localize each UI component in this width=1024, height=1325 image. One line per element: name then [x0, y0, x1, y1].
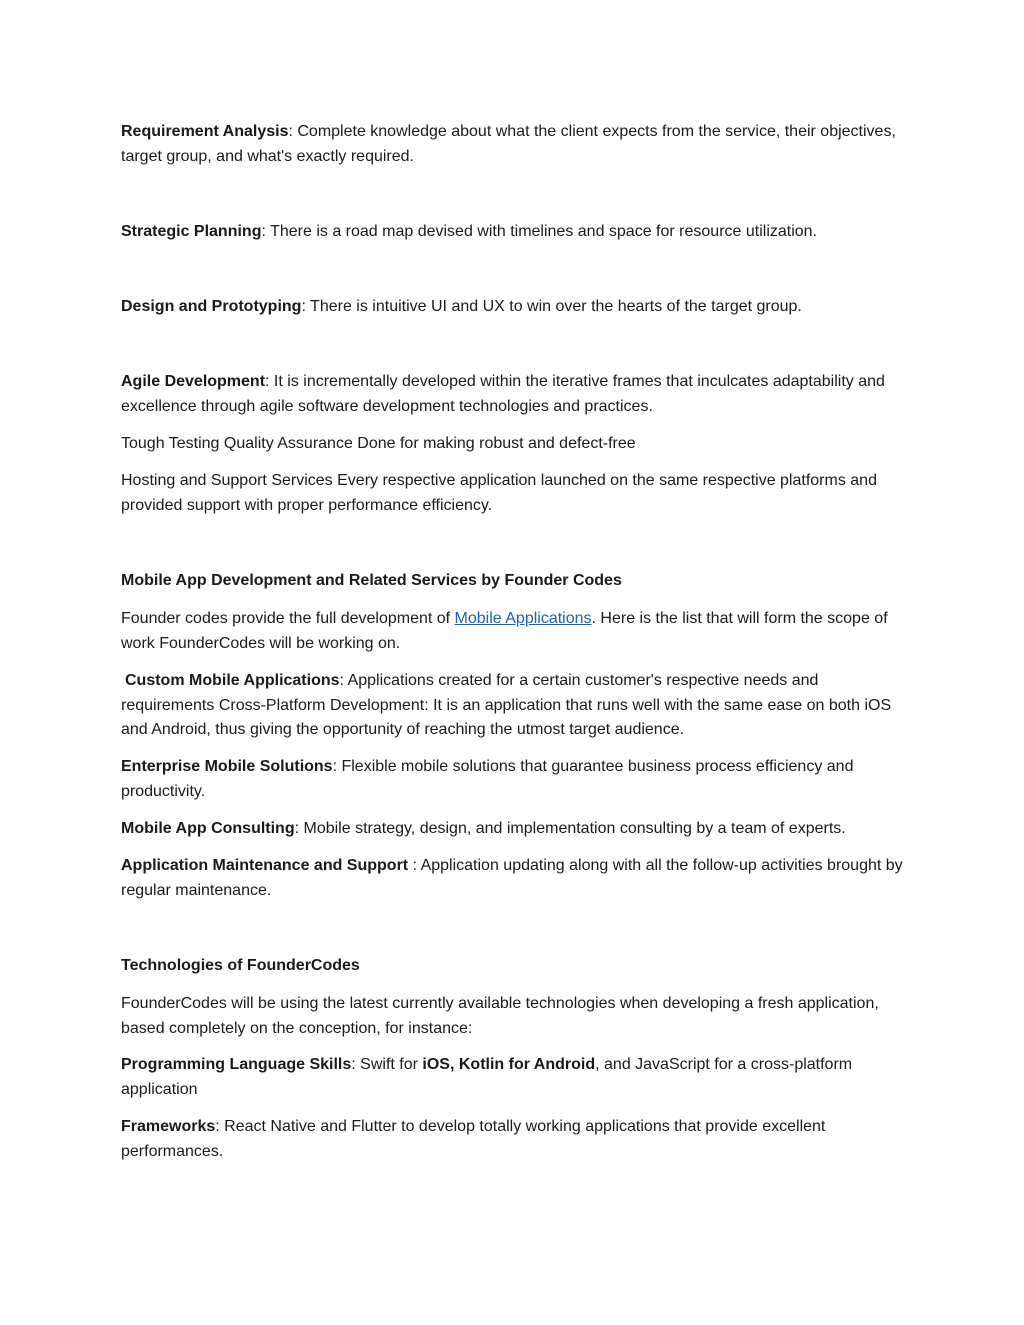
requirement-analysis-text: : Complete knowledge about what the client expects from the service, their objectives, target group, and what's exactly required. [121, 123, 896, 165]
document-page [121, 0, 911, 1325]
design-prototyping-text: : There is intuitive UI and UX to win over the hearts of the target group. [301, 298, 802, 315]
design-prototyping-term: Design and Prototyping [121, 298, 302, 315]
mobile-intro-paragraph [121, 607, 911, 656]
frameworks-text: : React Native and Flutter to develop totally working applications that provide excellent performances. [121, 1118, 826, 1160]
design-prototyping-paragraph [121, 295, 911, 320]
frameworks-term: Frameworks [121, 1118, 216, 1135]
agile-development-paragraph [121, 370, 911, 419]
enterprise-paragraph [121, 755, 911, 804]
consulting-term: Mobile App Consulting [121, 820, 295, 837]
languages-text-1: : Swift for [351, 1056, 423, 1073]
consulting-text: : Mobile strategy, design, and implementation consulting by a team of experts. [294, 820, 846, 837]
custom-mobile-paragraph [121, 669, 911, 743]
custom-mobile-term: Custom Mobile Applications [125, 672, 340, 689]
languages-term-2: iOS, Kotlin for Android [422, 1056, 596, 1073]
enterprise-text: : Flexible mobile solutions that guarantee business process efficiency and productivity. [121, 758, 854, 800]
agile-development-term: Agile Development [121, 373, 266, 390]
strategic-planning-text: : There is a road map devised with timelines and space for resource utilization. [261, 223, 818, 240]
maintenance-text: : Application updating along with all the follow-up activities brought by regular maintenance. [121, 857, 903, 899]
hosting-paragraph: Hosting and Support Services Every respective application launched on the same respective platforms and provided support with proper performance efficiency. [121, 472, 877, 514]
requirement-analysis-term: Requirement Analysis [121, 123, 289, 140]
strategic-planning-term: Strategic Planning [121, 223, 262, 240]
languages-paragraph [121, 1053, 911, 1102]
technologies-heading: Technologies of FounderCodes [121, 957, 360, 974]
languages-text-2: , and JavaScript for a cross-platform application [121, 1056, 853, 1098]
enterprise-term: Enterprise Mobile Solutions [121, 758, 333, 775]
requirement-analysis-paragraph [121, 120, 911, 169]
frameworks-paragraph [121, 1115, 911, 1164]
custom-mobile-text: : Applications created for a certain customer's respective needs and requirements Cross-Platform Development: It is an application that runs well with the same ease on both iOS and Android, thus giving the opportunity of reaching the utmost target audience. [121, 672, 892, 738]
maintenance-term: Application Maintenance and Support [121, 857, 409, 874]
strategic-planning-paragraph [121, 220, 911, 245]
mobile-applications-link[interactable]: Mobile Applications [454, 610, 592, 627]
testing-paragraph: Tough Testing Quality Assurance Done for making robust and defect-free [121, 435, 636, 452]
agile-development-text: : It is incrementally developed within the iterative frames that inculcates adaptability and excellence through agile software development technologies and practices. [121, 373, 885, 415]
mobile-app-heading: Mobile App Development and Related Services by Founder Codes [121, 572, 622, 589]
technologies-intro-paragraph: FounderCodes will be using the latest currently available technologies when developing a fresh application, based completely on the conception, for instance: [121, 995, 879, 1037]
mobile-intro-after: . Here is the list that will form the scope of work FounderCodes will be working on. [121, 610, 888, 652]
maintenance-paragraph [121, 854, 911, 903]
languages-term: Programming Language Skills [121, 1056, 352, 1073]
mobile-intro-before: Founder codes provide the full development of [121, 610, 455, 627]
consulting-paragraph [121, 817, 911, 842]
